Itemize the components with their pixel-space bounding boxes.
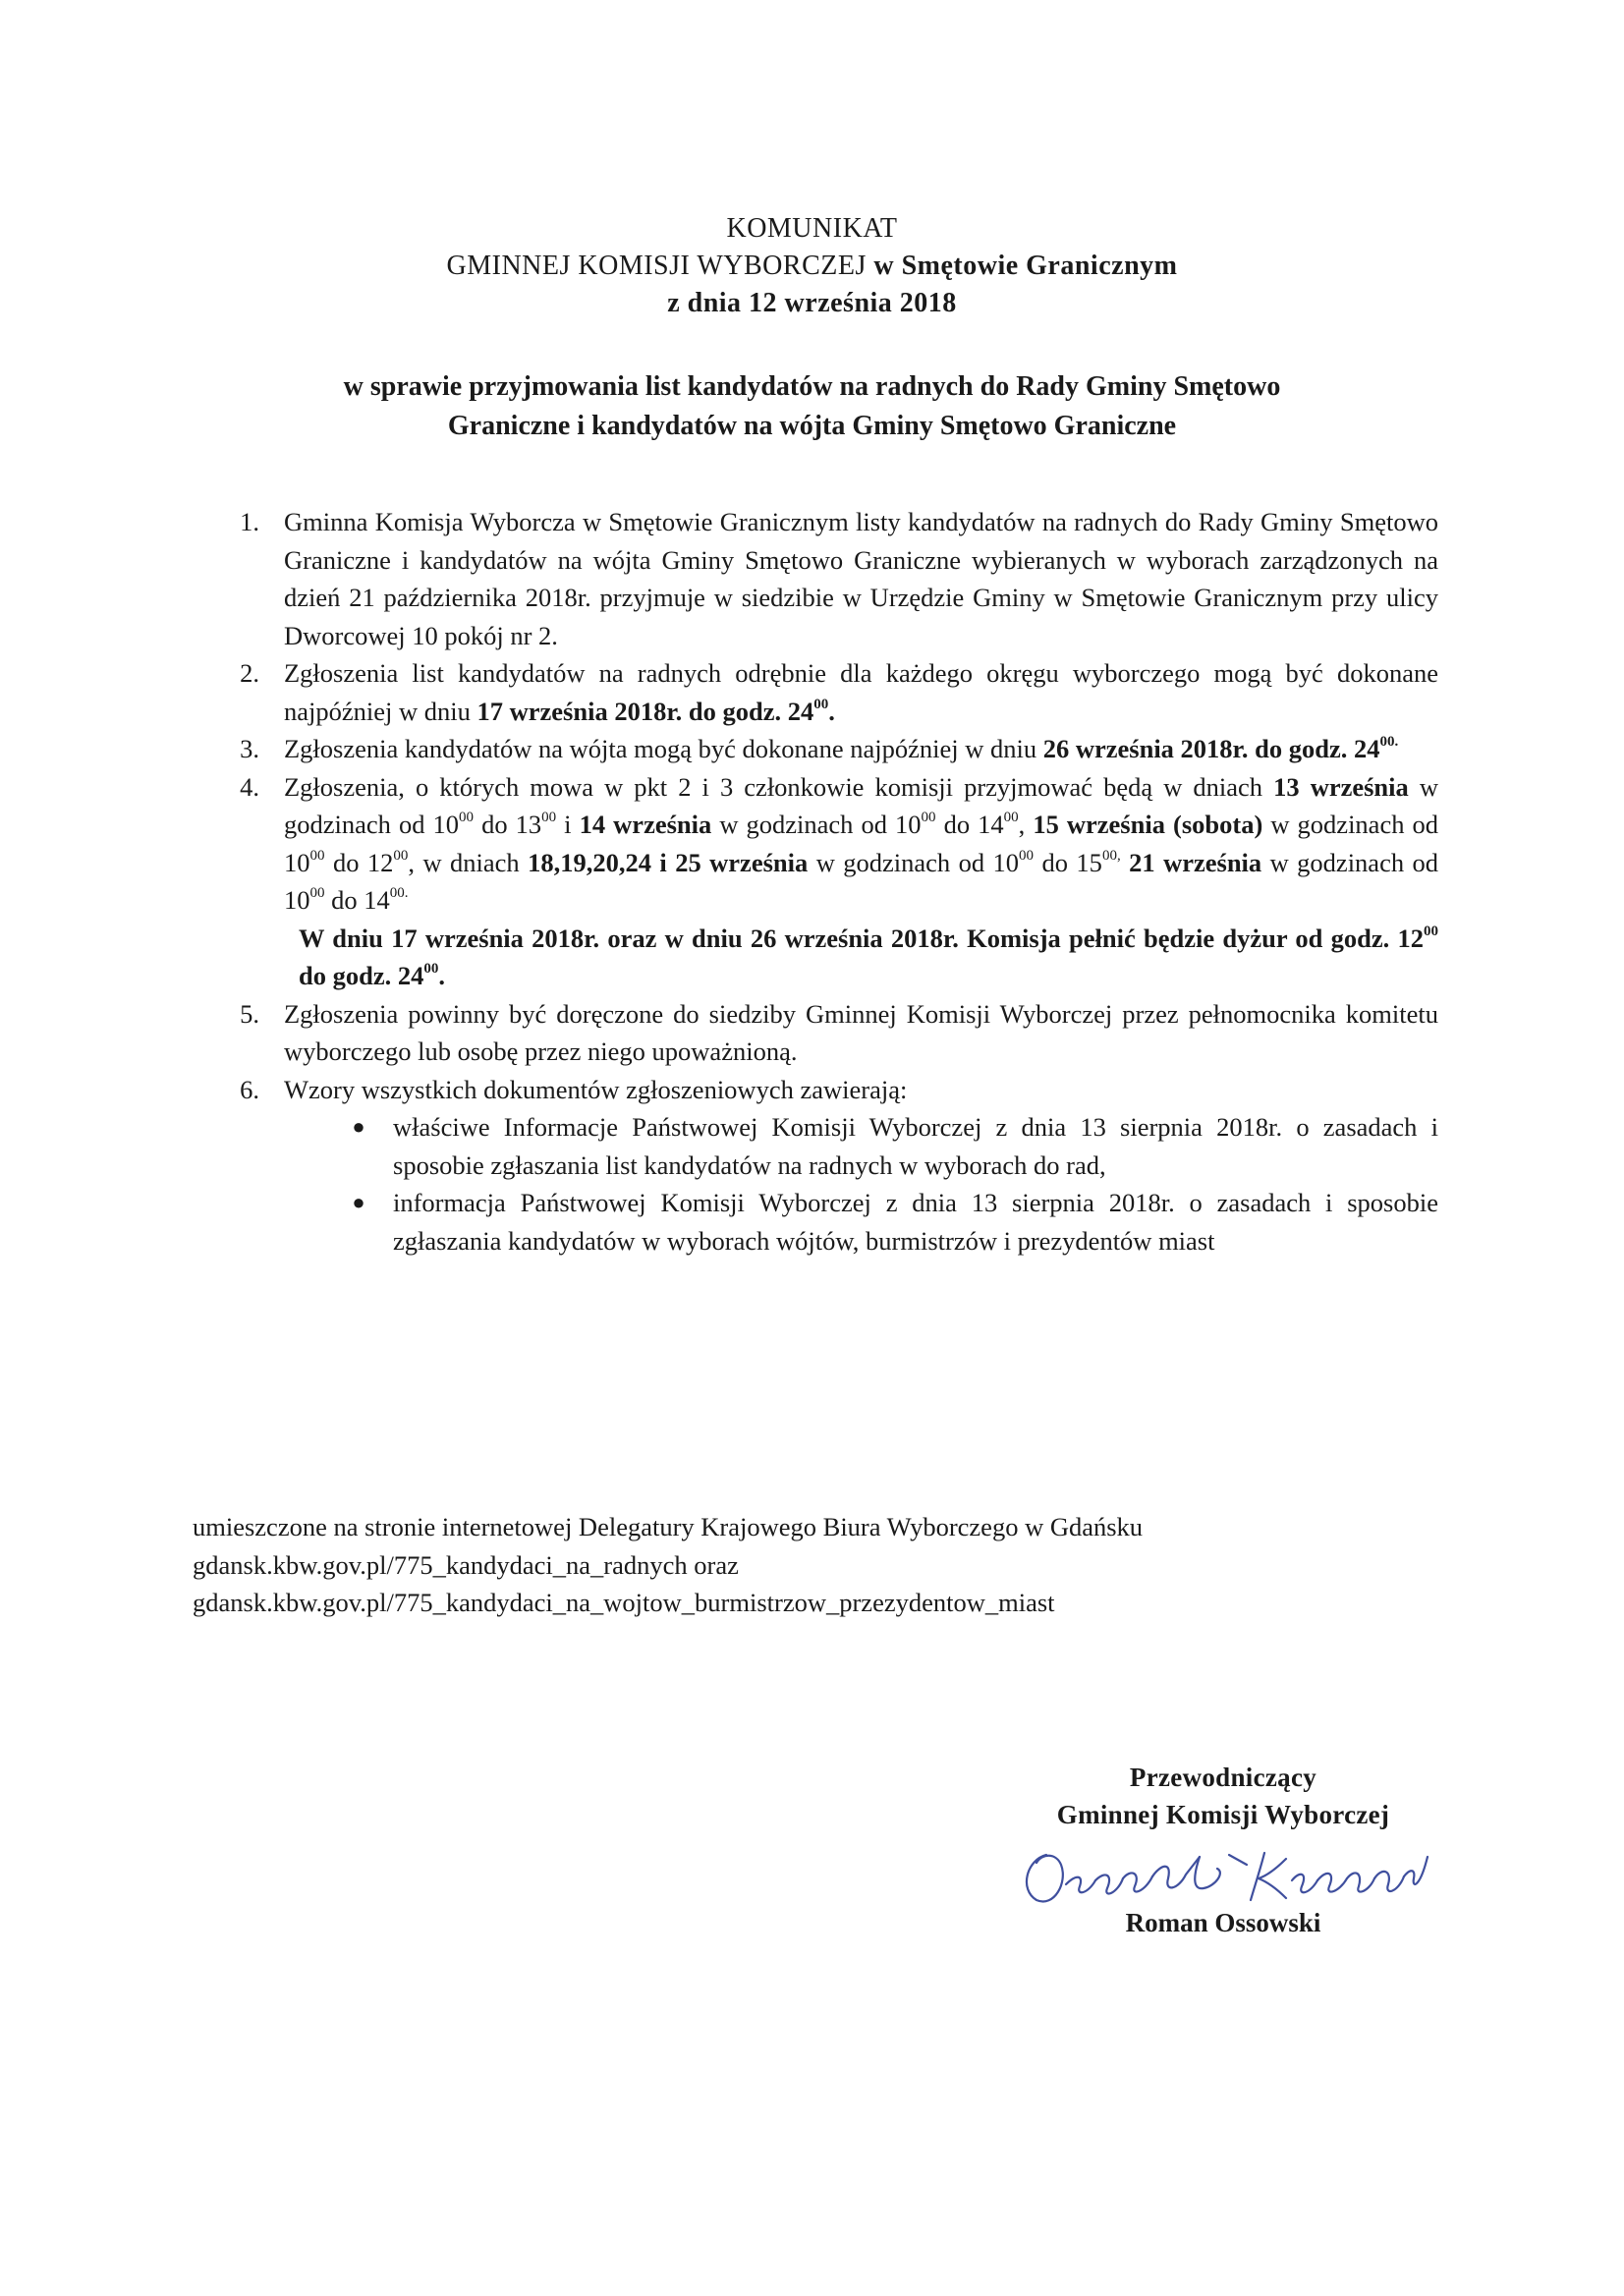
list-item: 3. Zgłoszenia kandydatów na wójta mogą być dokonane najpóźniej w dniu 26 września 2018r. do godz. $24^{00.}$ <box>220 730 1438 768</box>
document-header <box>0 210 1624 322</box>
bullet-icon: ● <box>352 1190 365 1214</box>
handwritten-signature-icon <box>1007 1835 1439 1914</box>
signatory-committee: Gminnej Komisji Wyborczej <box>1056 1800 1390 1829</box>
item-number: 1. <box>240 507 259 536</box>
link-radnych[interactable]: gdansk.kbw.gov.pl/775_kandydaci_na_radnych oraz <box>193 1549 739 1580</box>
footer-text: umieszczone na stronie internetowej Delegatury Krajowego Biura Wyborczego w Gdańsku <box>193 1512 1144 1541</box>
signatory-title: Przewodniczący <box>1129 1763 1317 1792</box>
item-number: 3. <box>240 734 259 763</box>
bullet-list <box>220 1108 1438 1260</box>
document-subject: w sprawie przyjmowania list kandydatów na radnych do Rady Gminy Smętowo Graniczne i kandydatów na wójta Gminy Smętowo Graniczne <box>343 371 1281 441</box>
list-item: 6. Wzory wszystkich dokumentów zgłoszeniowych zawierają: <box>220 1071 1438 1109</box>
bullet-item: ● właściwe Informacje Państwowej Komisji Wyborczej z dnia 13 sierpnia 2018r. o zasadach i sposobie zgłaszania list kandydatów na radnych w wyborach do rad, <box>220 1108 1438 1184</box>
duty-notice: W dniu 17 września 2018r. oraz w dniu 26 września 2018r. Komisja pełnić będzie dyżur od godz. $12^{00}$ do godz. $24^{00}$. <box>299 923 1438 990</box>
list-item: 1. Gminna Komisja Wyborcza w Smętowie Granicznym listy kandydatów na radnych do Rady Gminy Smętowo Graniczne i kandydatów na wójta Gminy Smętowo Graniczne wybieranych w wyborach zarządzonych na dzień 21 października 2018r. przyjmuje w siedzibie w Urzędzie Gminy w Smętowie Granicznym przy ulicy Dworcowej 10 pokój nr 2. <box>220 503 1438 654</box>
document-date: z dnia 12 września 2018 <box>667 288 957 318</box>
item-number: 4. <box>240 771 259 802</box>
link-wojtow[interactable]: gdansk.kbw.gov.pl/775_kandydaci_na_wojtow_burmistrzow_przezydentow_miast <box>193 1588 1055 1617</box>
list-item: 5. Zgłoszenia powinny być doręczone do siedziby Gminnej Komisji Wyborczej przez pełnomocnika komitetu wyborczego lub osobę przez niego upoważnioną. <box>220 995 1438 1071</box>
numbered-list <box>220 503 1438 1260</box>
document-footer <box>193 1508 1470 1622</box>
signatory-name: Roman Ossowski <box>1125 1908 1321 1937</box>
signature-block <box>1002 1759 1444 1938</box>
item-number: 6. <box>240 1074 259 1104</box>
list-item: 2. Zgłoszenia list kandydatów na radnych odrębnie dla każdego okręgu wyborczego mogą być dokonane najpóźniej w dniu 17 września 2018r. do godz. $24^{00}$. <box>220 654 1438 730</box>
item-number: 2. <box>240 658 259 688</box>
list-item: 4. Zgłoszenia, o których mowa w pkt 2 i 3 członkowie komisji przyjmować będą w dniach 13 września w godzinach od $10^{00}$ do $13^{00}$ i 14 września w godzinach od $10^{00}$ do $14^{00}$, 15 września (sobota) w godzinach od $10^{00}$ do $12^{00}$, w dniach 18,19,20,24 i 25 września w godzinach od $10^{00}$ do $15^{00,}$ 21 września w godzinach od $10^{00}$ do $14^{00.}$ <box>220 768 1438 920</box>
committee-name: GMINNEJ KOMISJI WYBORCZEJ w Smętowie Granicznym <box>446 251 1178 281</box>
item-number: 5. <box>240 998 259 1029</box>
bullet-icon: ● <box>352 1114 365 1139</box>
bullet-item: ● informacja Państwowej Komisji Wyborczej z dnia 13 sierpnia 2018r. o zasadach i sposobie zgłaszania kandydatów w wyborach wójtów, burmistrzów i prezydentów miast <box>220 1184 1438 1260</box>
document-title: KOMUNIKAT <box>726 213 898 244</box>
